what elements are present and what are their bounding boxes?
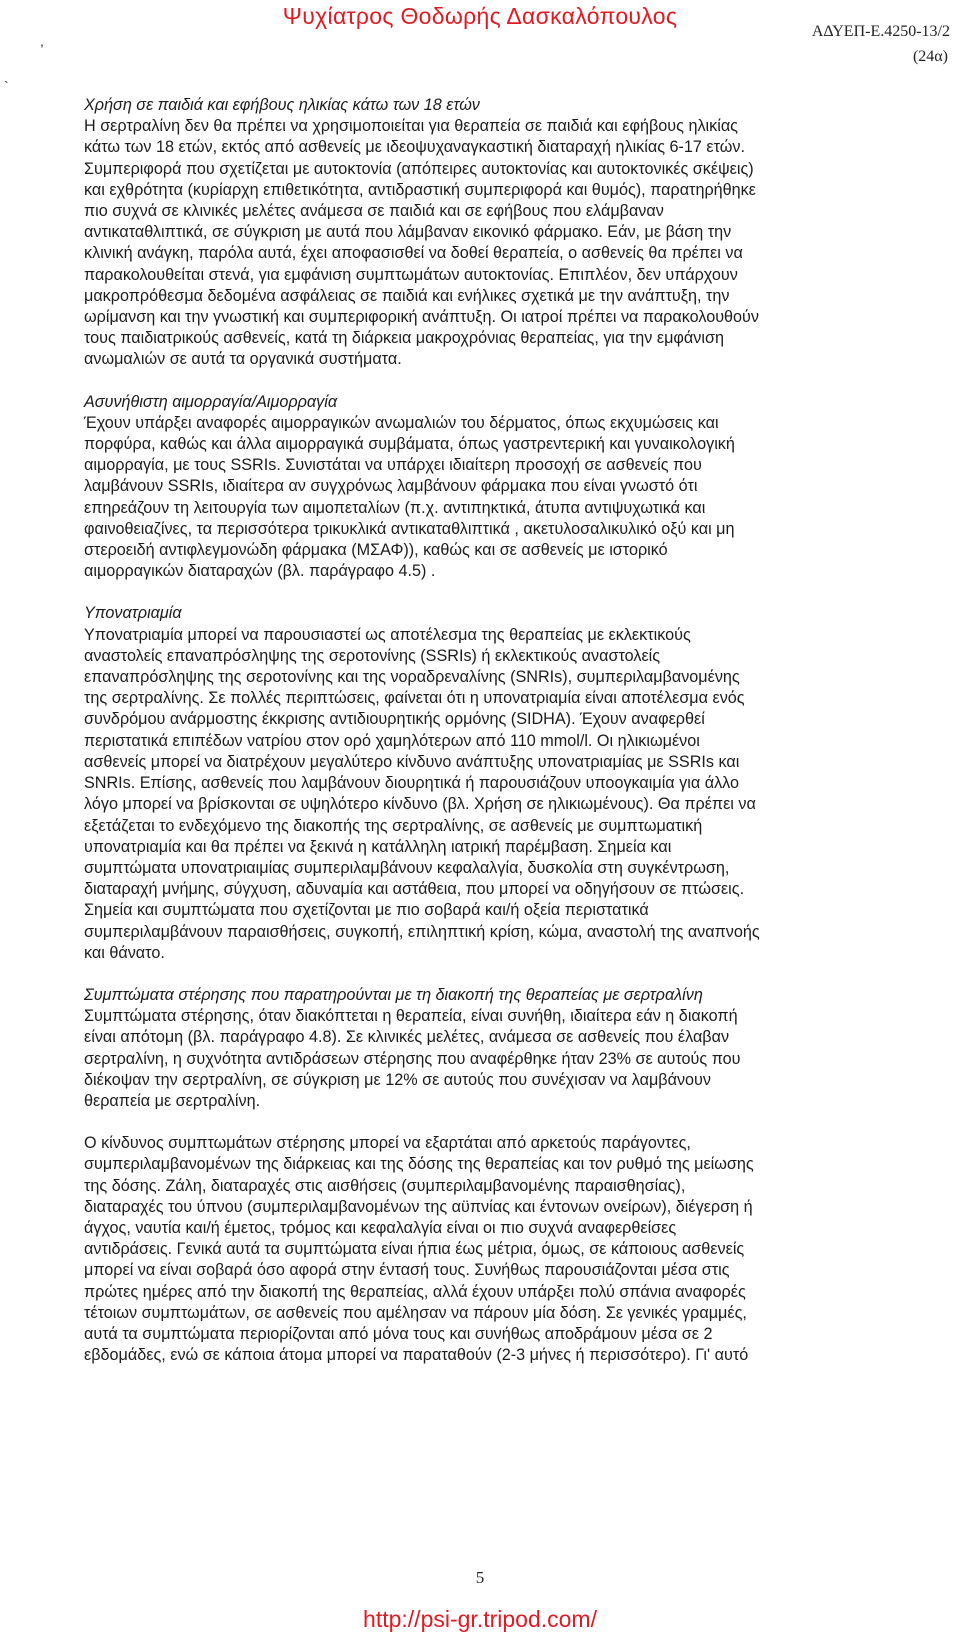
section-heading: Ασυνήθιστη αιμορραγία/Αιμορραγία [84,392,338,411]
header-title: Ψυχίατρος Θοδωρής Δασκαλόπουλος [282,3,678,29]
page-number: 5 [475,1568,485,1587]
paragraph: Η σερτραλίνη δεν θα πρέπει να χρησιμοποιείται για θεραπεία σε παιδιά και εφήβους ηλικίας κάτω των 18 ετών, εκτός από ασθενείς με ιδεοψυχαναγκαστική διαταραχή ηλικίας 6-17 ετών. Συμπεριφορά που σχετίζεται με αυτοκτονία (απόπειρες αυτοκτονίας και αυτοκτονικές σκέψεις) και εχθρότητα (κυρίαρχη επιθετικότητα, αντιδραστική συμπεριφορά και θυμός), παρατηρήθηκε πιο συχνά σε κλινικές μελέτες ανάμεσα σε παιδιά και σε εφήβους που ελάμβαναν αντικαταθλιπτικά, σε σύγκριση με αυτά που λάμβαναν εικονικό φάρμακο. Εάν, με βάση την κλινική ανάγκη, παρόλα αυτά, έχει αποφασισθεί να δοθεί θεραπεία, ο ασθενείς θα πρέπει να παρακολουθείται στενά, για εμφάνιση συμπτωμάτων αυτοκτονίας. Επιπλέον, δεν υπάρχουν μακροπρόθεσμα δεδομένα ασφάλειας σε παιδιά και ενήλικες σχετικά με την ανάπτυξη, την ωρίμανση και την γνωστική και συμπεριφορική ανάπτυξη. Οι ιατροί πρέπει να παρακολουθούν τους παιδιατρικούς ασθενείς, κατά τη διάρκεια μακροχρόνιας θεραπείας, για την εμφάνιση ανωμαλιών σε αυτά τα οργανικά συστήματα. [84,117,759,369]
section-hyponatremia [84,603,944,963]
footer-url: http://psi-gr.tripod.com/ [363,1606,597,1632]
section-spacer [84,582,944,603]
section-spacer [84,371,944,392]
section-heading: Υπονατριαμία [84,604,182,623]
section-bleeding [84,392,944,583]
paragraph: Συμπτώματα στέρησης, όταν διακόπτεται η θεραπεία, είναι συνήθη, ιδιαίτερα εάν η διακοπή είναι απότομη (βλ. παράγραφο 4.8). Σε κλινικές μελέτες, ανάμεσα σε ασθενείς που έλαβαν σερτραλίνη, η συχνότητα αντιδράσεων στέρησης που αναφέρθηκε ήταν 23% σε αυτούς που διέκοψαν την σερτραλίνη, σε σύγκριση με 12% σε αυτούς που συνέχισαν να λαμβάνουν θεραπεία με σερτραλίνη. [84,1007,741,1110]
paragraph: Υπονατριαμία μπορεί να παρουσιαστεί ως αποτέλεσμα της θεραπείας με εκλεκτικούς αναστολείς επαναπρόσληψης της σεροτονίνης (SSRIs) ή εκλεκτικούς αναστολείς επαναπρόσληψης της σεροτονίνης και της νοραδρεναλίνης (SNRIs), συμπεριλαμβανομένης της σερτραλίνης. Σε πολλές περιπτώσεις, φαίνεται ότι η υπονατριαμία είναι αποτέλεσμα ενός συνδρόμου ανάρμοστης έκκρισης αντιδιουρητικής ορμόνης (SIDHA). Έχουν αναφερθεί περιστατικά επιπέδων νατρίου στον ορό χαμηλότερων από 110 mmol/l. Οι ηλικιωμένοι ασθενείς μπορεί να διατρέχουν μεγαλύτερο κίνδυνο ανάπτυξης υπονατριαμίας με SSRIs και SNRIs. Επίσης, ασθενείς που λαμβάνουν διουρητικά ή παρουσιάζουν υποογκαιμία για άλλο λόγο μπορεί να βρίσκονται σε υψηλότερο κίνδυνο (βλ. Χρήση σε ηλικιωμένους). Θα πρέπει να εξετάζεται το ενδεχόμενο της διακοπής της σερτραλίνης, σε ασθενείς με συμπτωματική υπονατριαμία και θα πρέπει να ξεκινά η κατάλληλη ιατρική παρέμβαση. Σημεία και συμπτώματα υπονατριαιμίας συμπεριλαμβάνουν κεφαλαλγία, δυσκολία στη συγκέντρωση, διαταραχή μνήμης, σύγχυση, αδυναμία και αστάθεια, που μπορεί να οδηγήσουν σε πτώσεις. Σημεία και συμπτώματα που σχετίζονται με πιο σοβαρά και/ή οξεία περιστατικά συμπεριλαμβάνουν παραισθήσεις, συγκοπή, επιληπτική κρίση, κώμα, αναστολή της αναπνοής και θάνατο. [84,625,760,962]
scan-mark: ` [4,78,9,94]
section-spacer [84,964,944,985]
document-reference: ΑΔΥΕΠ-Ε.4250-13/2 [811,23,950,40]
section-pediatric-use [84,95,944,371]
paragraph: Έχουν υπάρξει αναφορές αιμορραγικών ανωμαλιών του δέρματος, όπως εκχυμώσεις και πορφύρα, καθώς και άλλα αιμορραγικά συμβάματα, όπως γαστρεντερική και γυναικολογική αιμορραγία, με τους SSRIs. Συνιστάται να υπάρχει ιδιαίτερη προσοχή σε ασθενείς που λαμβάνουν SSRIs, ιδιαίτερα αν συγχρόνως λαμβάνουν φάρμακα που είναι γνωστό ότι επηρεάζουν τη λειτουργία των αιμοπεταλίων (π.χ. αντιπηκτικά, άτυπα αντιψυχωτικά και φαινοθειαζίνες, τα περισσότερα τρικυκλικά αντικαταθλιπτικά , ακετυλοσαλικυλικό οξύ και μη στεροειδή αντιφλεγμονώδη φάρμακα (ΜΣΑΦ)), καθώς και σε ασθενείς με ιστορικό αιμορραγικών διαταραχών (βλ. παράγραφο 4.5) . [84,413,735,581]
section-heading: Συμπτώματα στέρησης που παρατηρούνται με τη διακοπή της θεραπείας με σερτραλίνη [84,985,703,1004]
section-withdrawal [84,985,944,1366]
document-body [84,95,944,1366]
page-header [0,0,960,94]
section-heading: Χρήση σε παιδιά και εφήβους ηλικίας κάτω των 18 ετών [84,96,480,114]
paragraph-spacer [84,1112,944,1133]
scan-mark: , [40,33,44,49]
paragraph: Ο κίνδυνος συμπτωμάτων στέρησης μπορεί να εξαρτάται από αρκετούς παράγοντες, συμπεριλαμβανομένων της διάρκειας και της δόσης της θεραπείας και τον ρυθμό της μείωσης της δόσης. Ζάλη, διαταραχές στις αισθήσεις (συμπεριλαμβανομένης παραισθησίας), διαταραχές του ύπνου (συμπεριλαμβανομένων της αϋπνίας και έντονων ονείρων), διέγερση ή άγχος, ναυτία και/ή έμετος, τρόμος και κεφαλαλγία είναι οι πιο συχνά αναφερθείσες αντιδράσεις. Γενικά αυτά τα συμπτώματα είναι ήπια έως μέτρια, όμως, σε κάποιους ασθενείς μπορεί να είναι σοβαρά όσο αφορά στην έντασή τους. Συνήθως παρουσιάζονται μέσα στις πρώτες ημέρες από την διακοπή της θεραπείας, αλλά έχουν υπάρξει πολύ σπάνια αναφορές τέτοιων συμπτωμάτων, σε ασθενείς που αμέλησαν να πάρουν μία δόση. Σε γενικές γραμμές, αυτά τα συμπτώματα περιορίζονται από μόνα τους και συνήθως αποδράμουν μέσα σε 2 εβδομάδες, ενώ σε κάποια άτομα μπορεί να παραταθούν (2-3 μήνες ή περισσότερο). Γι' αυτό [84,1134,754,1365]
document-subreference: (24α) [912,48,948,65]
